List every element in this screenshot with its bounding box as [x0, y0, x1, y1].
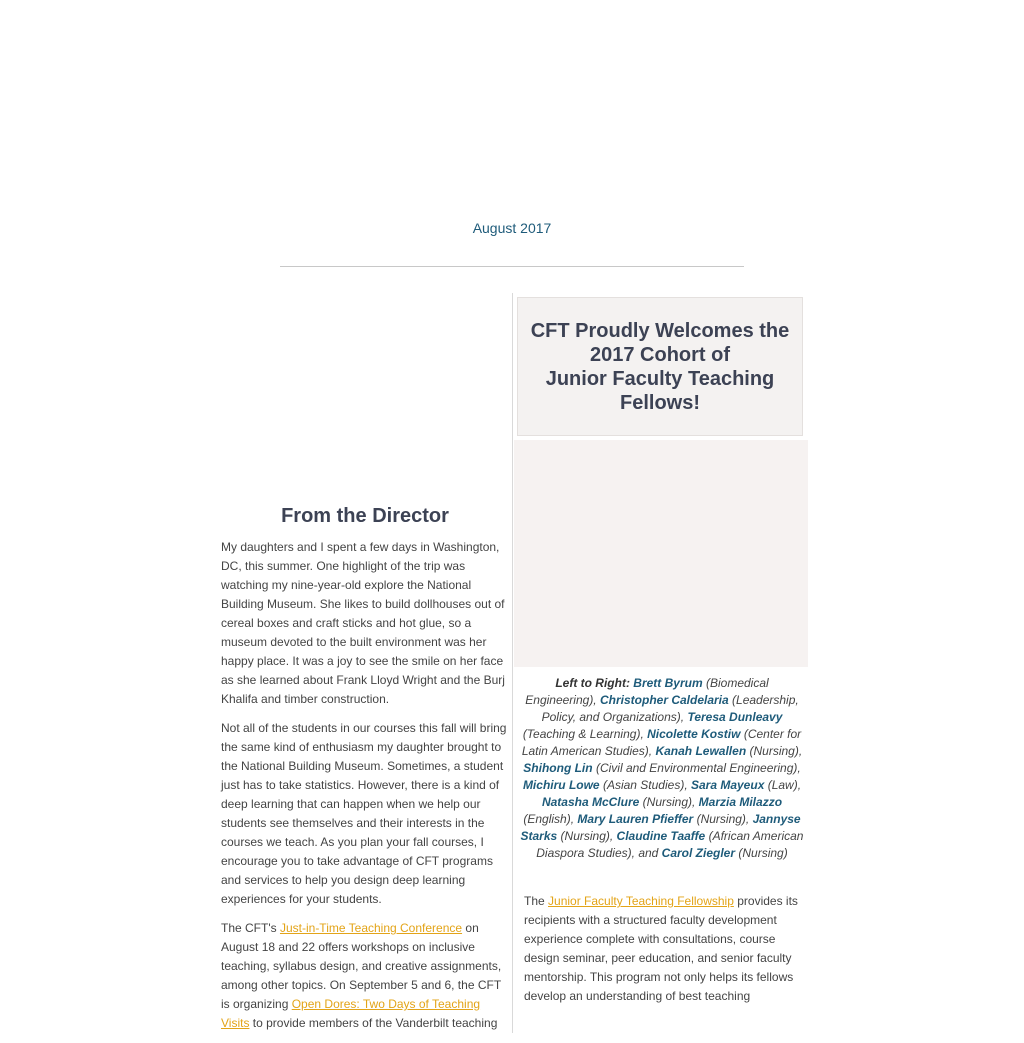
caption-text: (Nursing), [746, 744, 803, 758]
fellow-name: Christopher Caldelaria [599, 693, 729, 707]
director-paragraph-1: My daughters and I spent a few days in Washington, DC, this summer. One highlight of the trip was watching my nine-year-old explore the National Building Museum. She likes to build dollhouses out of cereal boxes and craft sticks and hot glue, so a museum devoted to the built environment was her happy place. It was a joy to see the smile on her face as she learned about Frank Lloyd Wright and the Burj Khalifa and timber construction. [221, 540, 505, 706]
director-paragraph-2: Not all of the students in our courses this fall will bring the same kind of enthusiasm my daughter brought to the National Building Museum. Sometimes, a student just has to take statistics. However, there is a kind of deep learning that can happen when we help our students see themselves and their interests in the courses we teach. As you plan your fall courses, I encourage you to take advantage of CFT programs and services to help you design deep learning experiences for your students. [221, 721, 507, 906]
caption-text: (Teaching & Learning), [522, 727, 648, 741]
feature-section [516, 297, 808, 1006]
fellow-name: Carol Ziegler [661, 846, 736, 860]
caption-text: (Nursing), [557, 829, 617, 843]
paragraph-text: on August 18 and 22 offers workshops on inclusive teaching, syllabus design, and creative assignments, among other topics. On September 5 and 6, the CFT is organizing [221, 921, 502, 1011]
caption-text: (Asian Studies), [599, 778, 691, 792]
jit-conference-link[interactable]: Just-in-Time Teaching Conference [279, 921, 463, 935]
fellow-name: Sara Mayeux [690, 778, 765, 792]
fellow-name: Marzia Milazzo [698, 795, 783, 809]
column-divider [512, 293, 513, 1033]
caption-text: (English), [523, 812, 578, 826]
feature-title-line-1: CFT Proudly Welcomes the 2017 Cohort of [530, 319, 790, 366]
caption-lead: Left to Right: [555, 676, 634, 690]
cohort-photo [514, 440, 808, 667]
paragraph-text: provides its recipients with a structured faculty development experience complete with consultations, course design seminar, peer education, and senior faculty mentorship. This program not only helps its fellows develop an understanding of best teaching [524, 894, 798, 1003]
fellow-name: Kanah Lewallen [655, 744, 747, 758]
open-dores-link[interactable]: Open Dores: Two Days of Teaching Visits [221, 997, 481, 1030]
paragraph-text: to provide members of the Vanderbilt teaching [249, 1016, 498, 1030]
header-divider [280, 266, 744, 267]
paragraph-text: The CFT's [221, 921, 280, 935]
fellow-name: Natasha McClure [541, 795, 640, 809]
fellow-name: Nicolette Kostiw [647, 727, 741, 741]
caption-text: (Nursing), [639, 795, 699, 809]
fellow-name: Teresa Dunleavy [687, 710, 783, 724]
fellow-name: Michiru Lowe [522, 778, 600, 792]
fellow-name: Shihong Lin [523, 761, 593, 775]
fellowship-paragraph [524, 892, 802, 1006]
caption-text: (Leadership, Policy, and Organizations), [541, 693, 799, 724]
paragraph-text: The [524, 894, 549, 908]
director-paragraph-3 [221, 919, 509, 1033]
fellow-name: Jannyse Starks [520, 812, 801, 843]
photo-caption [516, 675, 808, 862]
newsletter-date: August 2017 [472, 220, 552, 236]
director-section [221, 505, 509, 1043]
caption-text: (Law), [764, 778, 802, 792]
fellow-name: Brett Byrum [633, 676, 703, 690]
feature-title [518, 319, 802, 415]
caption-text: (Center for Latin American Studies), [521, 727, 802, 758]
caption-text: (Nursing) [735, 846, 788, 860]
feature-title-box [517, 297, 803, 436]
caption-text: (Biomedical Engineering), [525, 676, 769, 707]
fellow-name: Mary Lauren Pfieffer [577, 812, 694, 826]
fellow-name: Claudine Taaffe [616, 829, 706, 843]
caption-text: (Civil and Environmental Engineering), [592, 761, 801, 775]
feature-title-line-2: Junior Faculty Teaching Fellows! [545, 367, 775, 414]
fellowship-link[interactable]: Junior Faculty Teaching Fellowship [548, 894, 734, 908]
caption-text: (Nursing), [693, 812, 753, 826]
director-heading: From the Director [281, 505, 449, 527]
caption-text: (African American Diaspora Studies), and [536, 829, 804, 860]
